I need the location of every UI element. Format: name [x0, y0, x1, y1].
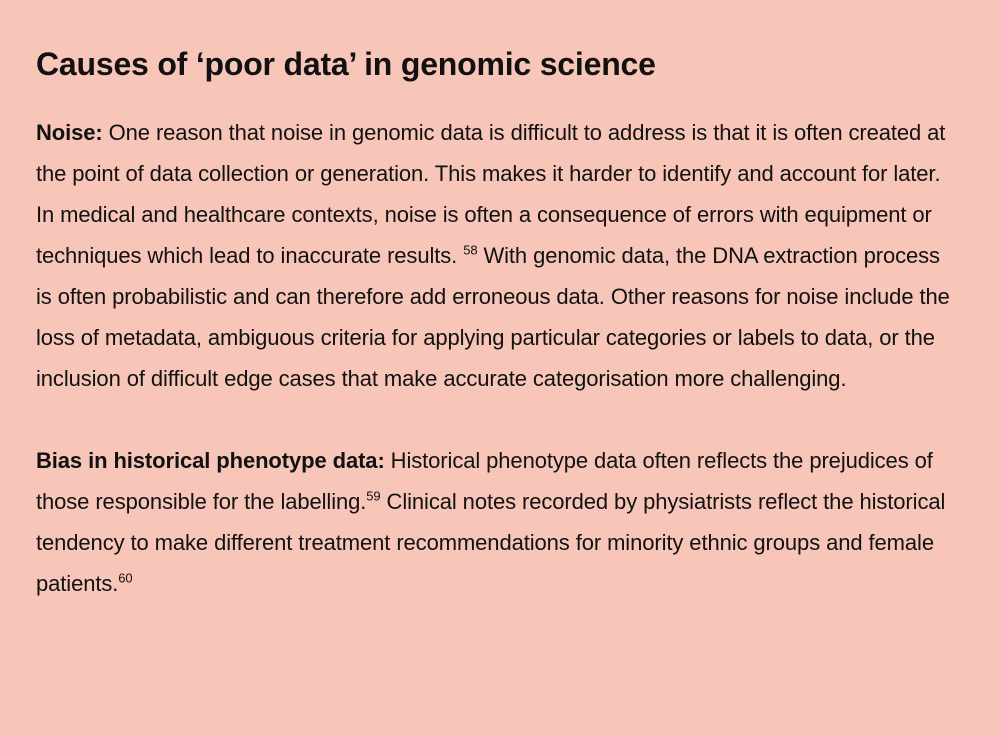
- footnote-ref-58: 58: [463, 242, 478, 258]
- bias-text-part-2: Clinical notes recorded by physiatrists reflect the historical tendency to make different treatment recommendations for minority ethnic groups and female patients.: [36, 489, 946, 596]
- page-title: Causes of ‘poor data’ in genomic science: [36, 46, 656, 82]
- bias-paragraph: [36, 440, 956, 604]
- noise-heading: Noise:: [36, 120, 103, 145]
- bias-text-part-1: Historical phenotype data often reflects the prejudices of those responsible for the labelling.: [36, 448, 933, 514]
- footnote-ref-60: 60: [118, 570, 133, 586]
- bias-heading: Bias in historical phenotype data:: [36, 448, 385, 473]
- noise-text-part-1: One reason that noise in genomic data is difficult to address is that it is often created at the point of data collection or generation. This makes it harder to identify and account for later. In medical and healthcare contexts, noise is often a consequence of errors with equipment or techniques which lead to inaccurate results.: [36, 120, 946, 268]
- noise-paragraph: [36, 112, 956, 399]
- footnote-ref-59: 59: [366, 488, 381, 504]
- noise-text-part-2: With genomic data, the DNA extraction process is often probabilistic and can therefore add erroneous data. Other reasons for noise include the loss of metadata, ambiguous criteria for applying particular categories or labels to data, or the inclusion of difficult edge cases that make accurate categorisation more challenging.: [36, 243, 950, 391]
